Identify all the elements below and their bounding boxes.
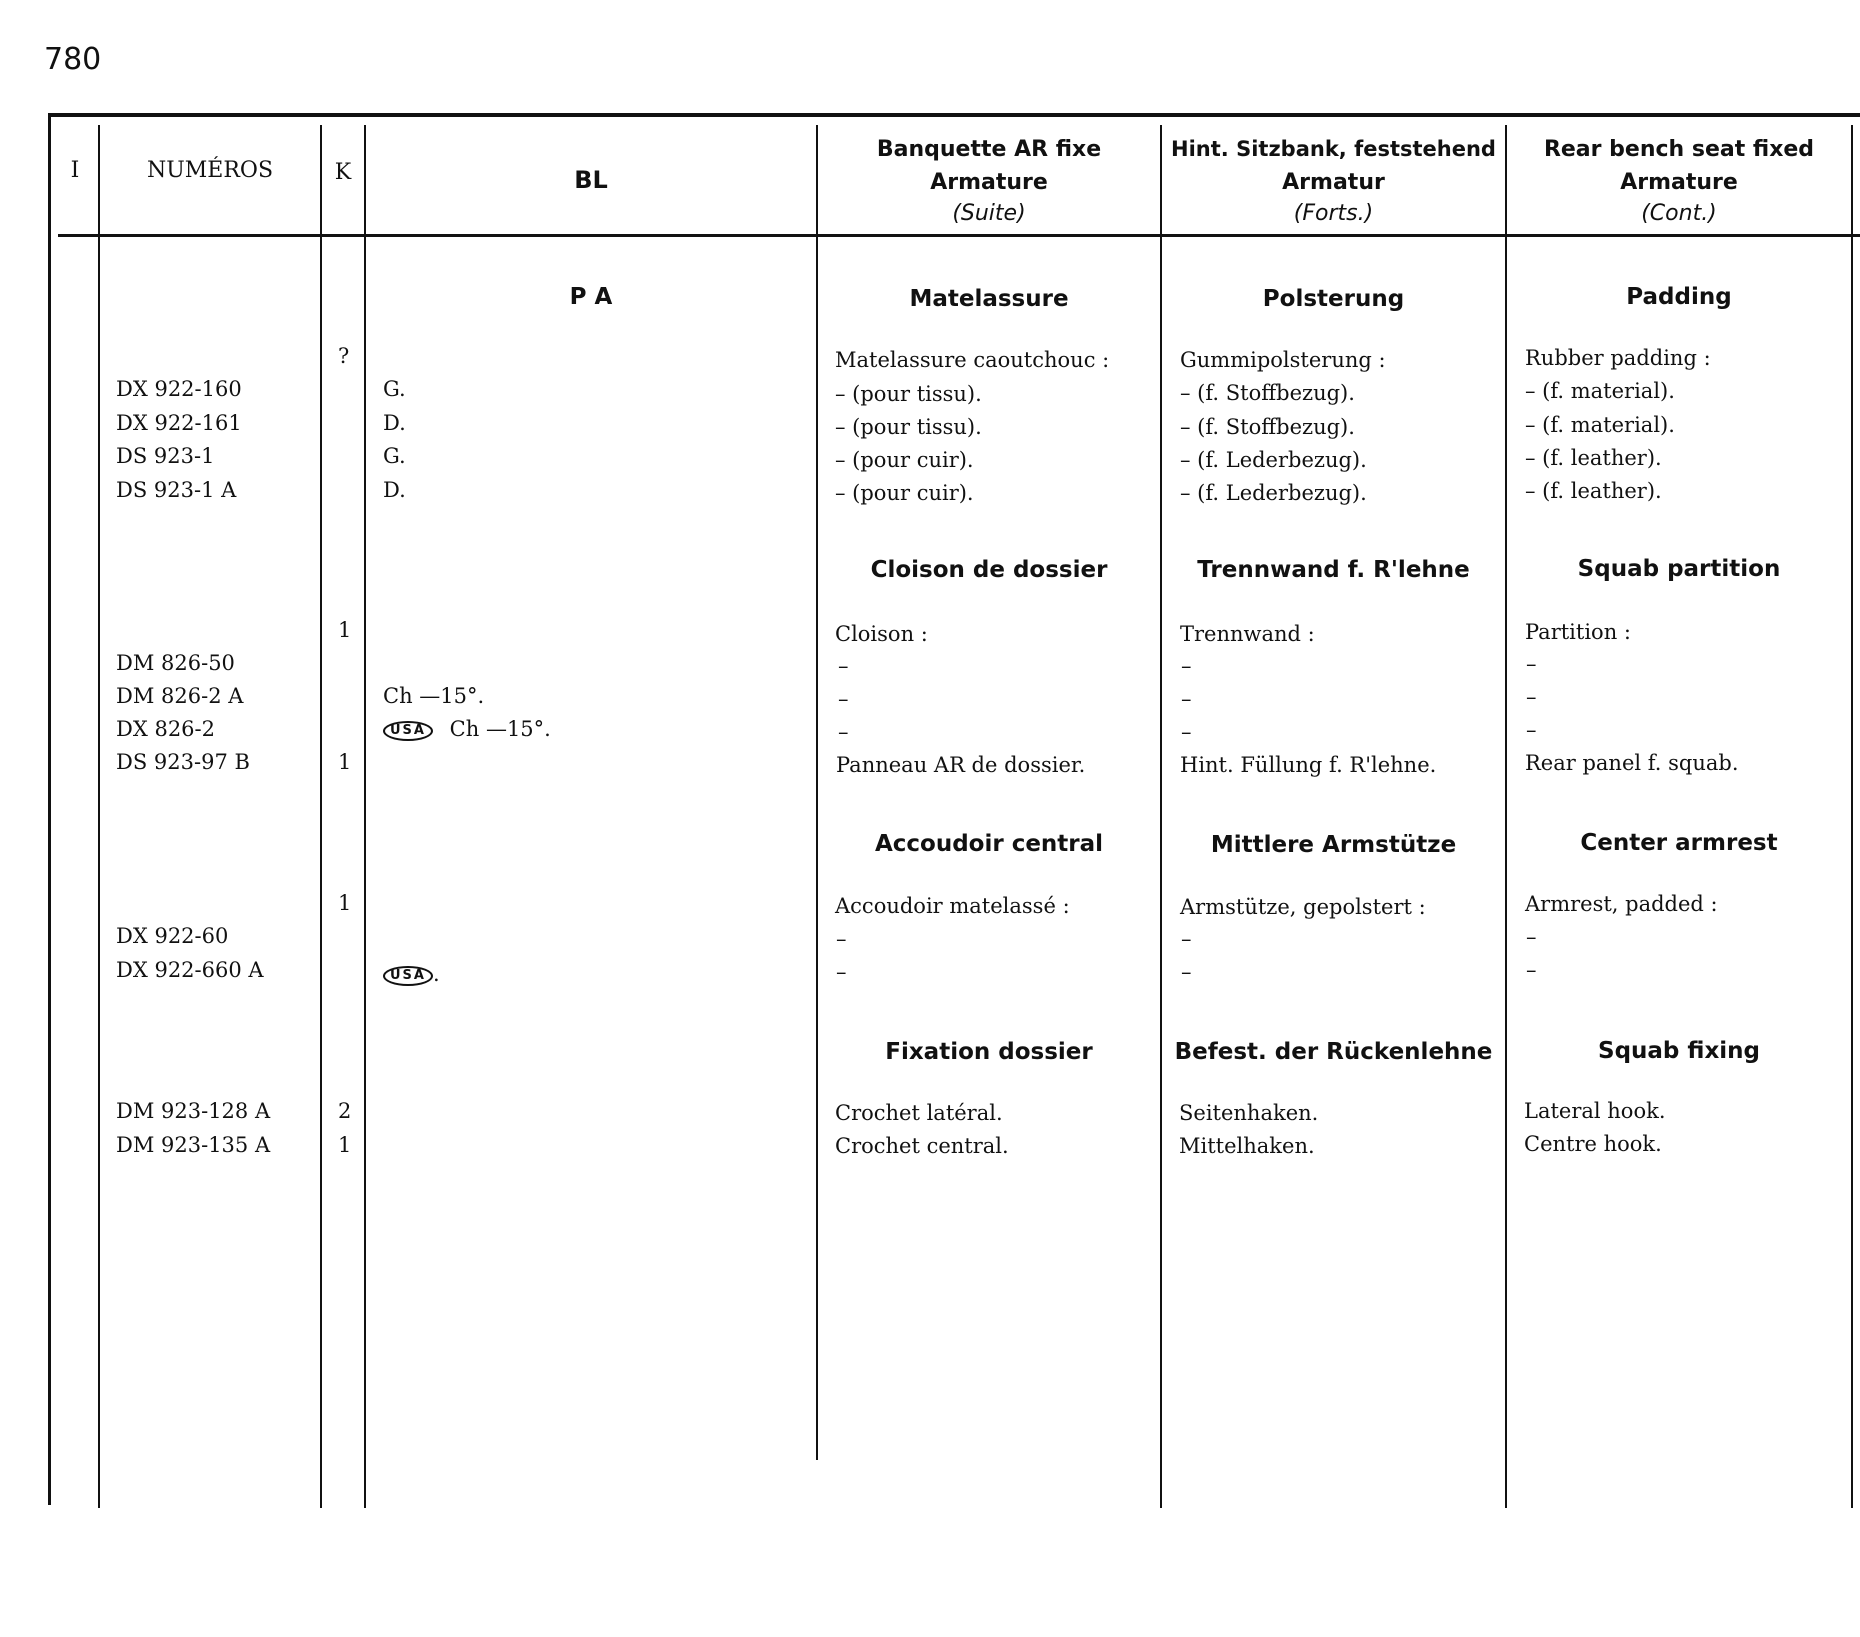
en-cell: Armrest, padded : — [1525, 892, 1718, 916]
en-cell: Partition : — [1525, 620, 1631, 644]
de-cell: Mittelhaken. — [1179, 1134, 1315, 1158]
fr-cell: Panneau AR de dossier. — [836, 753, 1086, 777]
bl-cell: D. — [383, 478, 406, 502]
en-cell: Centre hook. — [1524, 1132, 1662, 1156]
section-armrest-en: Center armrest — [1580, 830, 1778, 856]
part-number: DM 923-135 A — [116, 1133, 271, 1157]
header-en-line3: (Cont.) — [1641, 201, 1717, 226]
fr-cell: Cloison : — [835, 622, 928, 646]
de-cell: Seitenhaken. — [1179, 1101, 1319, 1125]
header-de-line3: (Forts.) — [1293, 201, 1374, 226]
bl-cell — [383, 717, 551, 741]
de-cell: – (f. Stoffbezug). — [1180, 381, 1355, 405]
de-cell: – (f. Stoffbezug). — [1180, 415, 1355, 439]
part-number: DS 923-1 A — [116, 478, 237, 502]
de-cell: – (f. Lederbezug). — [1180, 481, 1367, 505]
de-cell: – (f. Lederbezug). — [1180, 448, 1367, 472]
k-cell: ? — [338, 344, 350, 368]
section-padding-de: Polsterung — [1262, 286, 1405, 312]
section-armrest-fr: Accoudoir central — [874, 831, 1104, 857]
k-cell: 1 — [338, 891, 352, 915]
bl-cell — [383, 962, 440, 986]
top-rule — [48, 113, 1860, 117]
section-armrest-de: Mittlere Armstütze — [1210, 832, 1457, 858]
en-cell: Lateral hook. — [1524, 1099, 1666, 1123]
fr-cell: – (pour tissu). — [835, 382, 982, 406]
fr-cell: Crochet latéral. — [835, 1101, 1003, 1125]
fr-cell: – (pour tissu). — [835, 415, 982, 439]
en-cell: – (f. leather). — [1525, 479, 1662, 503]
fr-cell: – (pour cuir). — [835, 448, 974, 472]
header-fr-line3: (Suite) — [952, 201, 1026, 226]
fr-cell: – — [838, 654, 849, 678]
header-col-de — [1162, 133, 1505, 229]
part-number: DX 826-2 — [116, 717, 216, 741]
de-cell: Armstütze, gepolstert : — [1180, 895, 1426, 919]
k-cell: 2 — [338, 1099, 352, 1123]
bl-cell: Ch —15°. — [383, 684, 485, 708]
section-fixing-en: Squab fixing — [1598, 1038, 1760, 1064]
header-col-fr — [818, 133, 1160, 229]
part-number: DX 922-60 — [116, 924, 229, 948]
header-en-line1: Rear bench seat fixed — [1543, 137, 1815, 162]
section-fixing-de: Befest. der Rückenlehne — [1174, 1039, 1493, 1065]
en-cell: – (f. material). — [1525, 413, 1675, 437]
en-cell: – — [1526, 718, 1537, 742]
section-fixing-fr: Fixation dossier — [885, 1039, 1093, 1065]
k-cell: 1 — [338, 750, 352, 774]
header-col-i: I — [70, 158, 80, 183]
section-partition-de: Trennwand f. R'lehne — [1197, 557, 1470, 583]
k-cell: 1 — [338, 618, 352, 642]
en-cell: – — [1526, 652, 1537, 676]
page-number: 780 — [44, 42, 102, 77]
en-cell: Rear panel f. squab. — [1525, 751, 1739, 775]
divider-fr-de — [1160, 125, 1162, 1508]
divider-k-bl — [364, 125, 366, 1508]
de-cell: Gummipolsterung : — [1180, 348, 1386, 372]
header-col-en — [1507, 133, 1851, 229]
part-number: DS 923-1 — [116, 444, 215, 468]
divider-en-right — [1851, 125, 1853, 1508]
left-border — [48, 113, 51, 1505]
section-padding-fr: Matelassure — [909, 286, 1069, 312]
part-number: DX 922-660 A — [116, 958, 264, 982]
en-cell: Rubber padding : — [1525, 346, 1711, 370]
divider-i-numeros — [98, 125, 100, 1508]
part-number: DS 923-97 B — [116, 750, 250, 774]
part-number: DX 922-161 — [116, 411, 242, 435]
fr-cell: Matelassure caoutchouc : — [835, 348, 1110, 372]
bl-cell: G. — [383, 444, 406, 468]
section-partition-fr: Cloison de dossier — [870, 557, 1108, 583]
header-de-line2: Armatur — [1282, 170, 1385, 195]
divider-numeros-k — [320, 125, 322, 1508]
usa-badge: USA — [383, 966, 433, 986]
section-bl-pa: P A — [569, 284, 613, 310]
bl-cell-text: Ch —15°. — [449, 717, 551, 741]
de-cell: – — [1181, 927, 1192, 951]
de-cell: – — [1181, 654, 1192, 678]
bl-cell-text: . — [432, 962, 440, 986]
fr-cell: Crochet central. — [835, 1134, 1009, 1158]
de-cell: – — [1181, 960, 1192, 984]
de-cell: – — [1181, 720, 1192, 744]
section-padding-en: Padding — [1626, 284, 1732, 310]
en-cell: – (f. leather). — [1525, 446, 1662, 470]
header-col-numeros: NUMÉROS — [146, 158, 274, 183]
de-cell: – — [1181, 687, 1192, 711]
header-en-line2: Armature — [1620, 170, 1738, 195]
divider-de-en — [1505, 125, 1507, 1508]
part-number: DM 826-2 A — [116, 684, 244, 708]
header-col-k: K — [334, 160, 352, 185]
header-fr-line2: Armature — [930, 170, 1048, 195]
de-cell: Hint. Füllung f. R'lehne. — [1180, 753, 1437, 777]
part-number: DM 923-128 A — [116, 1099, 271, 1123]
header-bottom-rule — [58, 234, 1860, 237]
en-cell: – — [1526, 925, 1537, 949]
part-number: DX 922-160 — [116, 377, 242, 401]
en-cell: – (f. material). — [1525, 379, 1675, 403]
header-fr-line1: Banquette AR fixe — [876, 137, 1102, 162]
en-cell: – — [1526, 958, 1537, 982]
bl-cell: D. — [383, 411, 406, 435]
bl-cell: G. — [383, 377, 406, 401]
en-cell: – — [1526, 685, 1537, 709]
fr-cell: – — [836, 927, 847, 951]
usa-badge: USA — [383, 721, 433, 741]
part-number: DM 826-50 — [116, 651, 235, 675]
de-cell: Trennwand : — [1180, 622, 1315, 646]
header-de-line1: Hint. Sitzbank, feststehend — [1171, 137, 1496, 161]
divider-bl-fr — [816, 125, 818, 1460]
fr-cell: – (pour cuir). — [835, 481, 974, 505]
fr-cell: – — [838, 687, 849, 711]
header-col-bl: BL — [574, 166, 608, 194]
fr-cell: – — [838, 720, 849, 744]
k-cell: 1 — [338, 1133, 352, 1157]
fr-cell: Accoudoir matelassé : — [835, 894, 1070, 918]
fr-cell: – — [836, 960, 847, 984]
section-partition-en: Squab partition — [1577, 556, 1781, 582]
